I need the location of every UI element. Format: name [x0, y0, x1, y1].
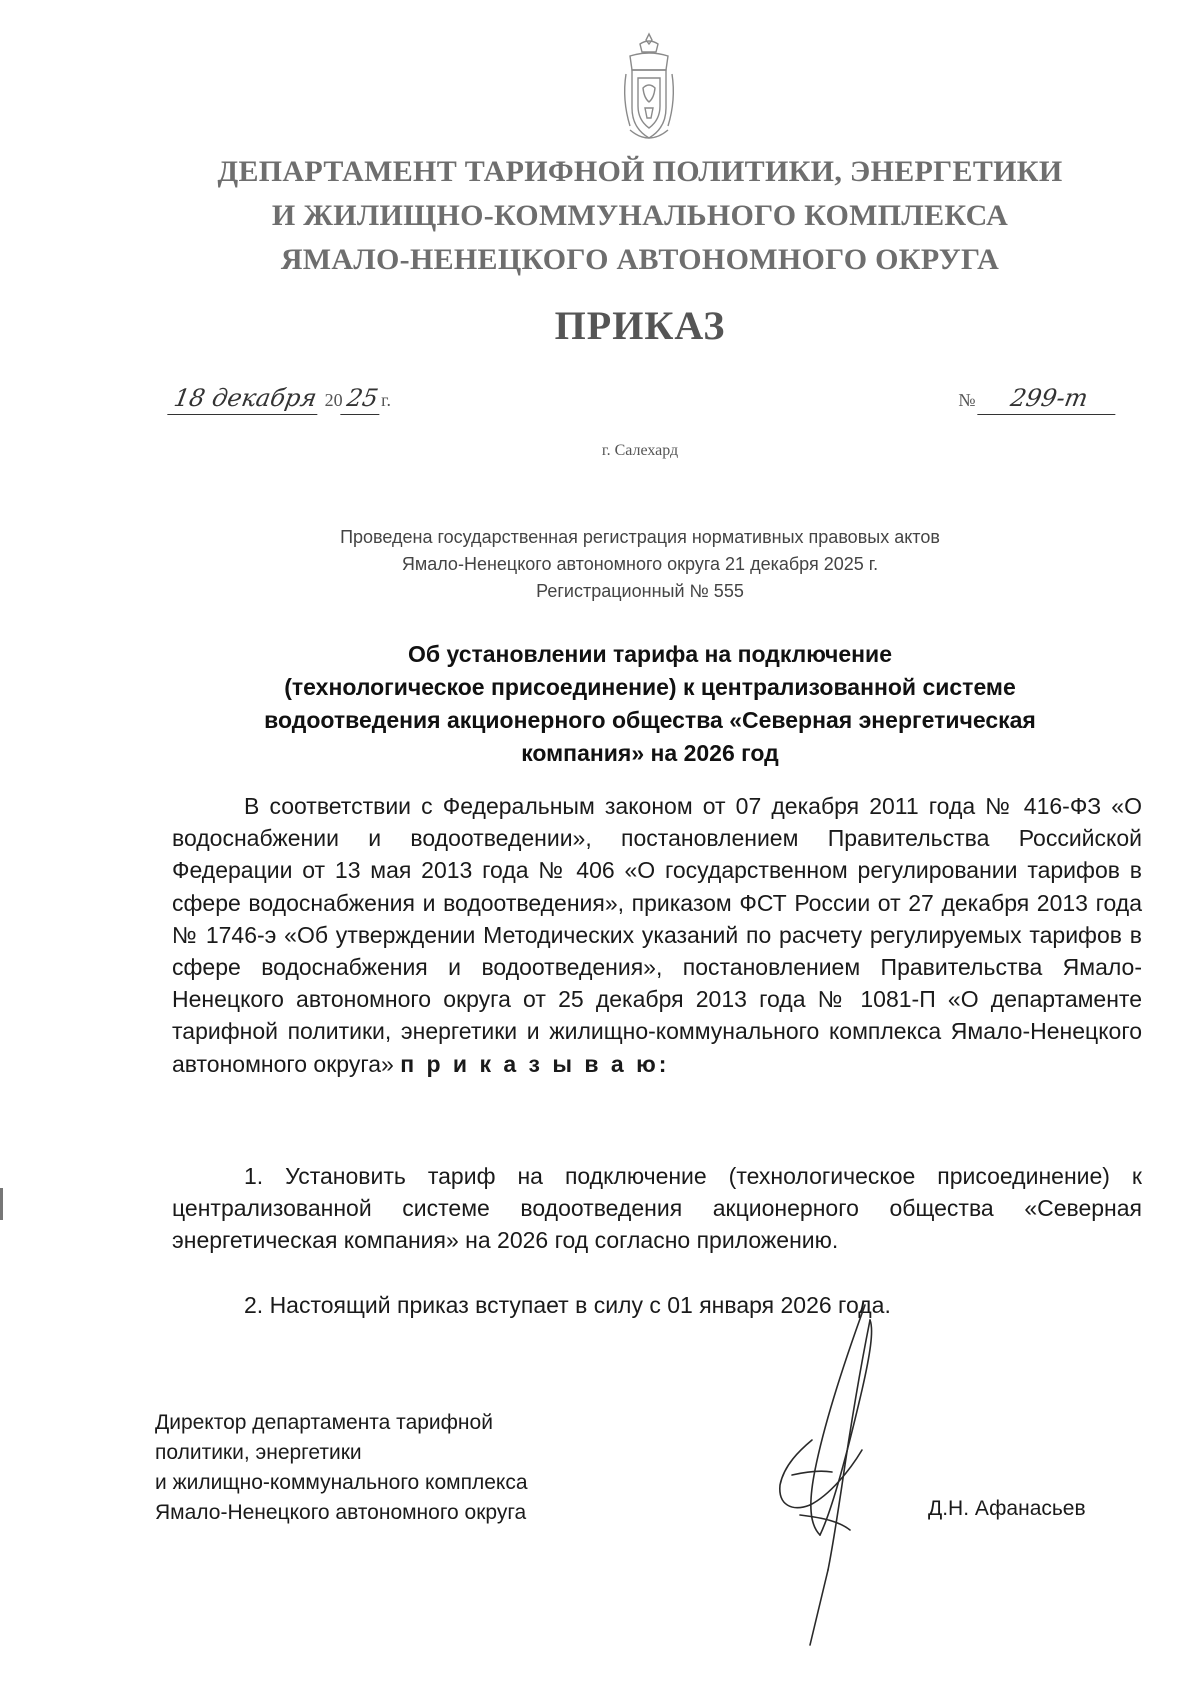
position-line: и жилищно-коммунального комплекса [155, 1471, 528, 1494]
year-suffix: г. [381, 390, 392, 410]
preamble-text: В соответствии с Федеральным законом от 07 декабря 2011 года № 416-ФЗ «О водоснабжении и водоотведении», постановлением Правительства Российской Федерации от 13 мая 2013 года № 406 «О государственном регулировании тарифов в сфере водоснабжения и водоотведения», приказом ФСТ России от 27 декабря 2013 года № 1746-э «Об утверждении Методических указаний по расчету регулируемых тарифов в сфере водоснабжения и водоотведения», постановлением Правительства Ямало-Ненецкого автономного округа от 25 декабря 2013 года № 1081-П «О департаменте тарифной политики, энергетики и жилищно-коммунального комплекса Ямало-Ненецкого автономного округа» [172, 793, 1142, 1077]
order-title [170, 638, 1130, 770]
city-of-issue: г. Салехард [601, 442, 679, 459]
handwritten-year: 25 [340, 384, 384, 415]
department-line: ДЕПАРТАМЕНТ ТАРИФНОЙ ПОЛИТИКИ, ЭНЕРГЕТИКИ [217, 155, 1063, 188]
registration-line: Регистрационный № 555 [536, 581, 744, 601]
registration-stamp-text [140, 524, 1140, 605]
order-item-2: 2. Настоящий приказ вступает в силу с 01 января 2026 года. [244, 1292, 891, 1318]
position-line: Директор департамента тарифной [155, 1411, 493, 1434]
preamble [172, 790, 1142, 1080]
handwritten-date: 18 декабря [167, 384, 323, 415]
title-line: компания» на 2026 год [521, 740, 779, 766]
title-line: водоотведения акционерного общества «Северная энергетическая [264, 707, 1036, 733]
title-line: Об установлении тарифа на подключение [408, 641, 892, 667]
department-line: ЯМАЛО-НЕНЕЦКОГО АВТОНОМНОГО ОКРУГА [280, 243, 1000, 276]
signatory-position [155, 1408, 528, 1528]
order-item-1: 1. Установить тариф на подключение (технологическое присоединение) к централизованной системе водоотведения акционерного общества «Северная энергетическая компания» на 2026 год согласно приложению. [172, 1163, 1142, 1254]
department-header [140, 150, 1140, 282]
order-date [170, 384, 391, 424]
title-line: (технологическое присоединение) к централизованной системе [284, 674, 1016, 700]
order-word: п р и к а з ы в а ю: [400, 1050, 670, 1077]
order-number [958, 384, 1118, 424]
handwritten-signature [770, 1300, 970, 1650]
position-line: политики, энергетики [155, 1441, 362, 1464]
registration-line: Ямало-Ненецкого автономного округа 21 декабря 2025 г. [401, 554, 879, 574]
position-line: Ямало-Ненецкого автономного округа [155, 1501, 527, 1524]
handwritten-number: 299-т [977, 384, 1120, 415]
scan-edge-mark [0, 1188, 3, 1220]
number-label: № [958, 390, 976, 410]
coat-of-arms-emblem [618, 30, 680, 150]
document-type-heading: ПРИКАЗ [554, 303, 726, 348]
year-prefix: 20 [324, 390, 343, 410]
registration-line: Проведена государственная регистрация нормативных правовых актов [340, 527, 940, 547]
signatory-name: Д.Н. Афанасьев [928, 1497, 1086, 1520]
department-line: И ЖИЛИЩНО-КОММУНАЛЬНОГО КОМПЛЕКСА [271, 199, 1009, 232]
